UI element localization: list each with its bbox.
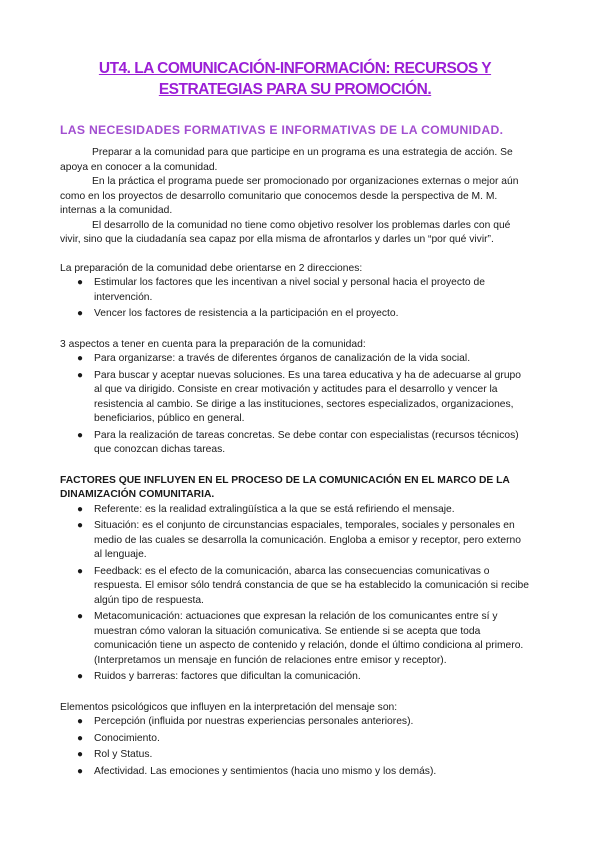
bullet-icon: ● — [77, 565, 84, 577]
list-item: ● Afectividad. Las emociones y sentimientos (hacia uno mismo y los demás). — [94, 765, 530, 780]
bullet-icon: ● — [77, 716, 84, 727]
list-item: ● Para la realización de tareas concretas. Se debe contar con especialistas (recursos técnicos) que conozcan dichas tareas. — [77, 429, 519, 455]
bullet-icon: ● — [77, 503, 84, 515]
list-item: ● Rol y Status. — [94, 748, 530, 763]
list-item: ● Conocimiento. — [94, 732, 530, 747]
list-item: ● Para organizarse: a través de diferentes órganos de canalización de la vida social. — [94, 352, 530, 367]
list-item: ● Referente: es la realidad extralingüística a la que se está refiriendo el mensaje. — [94, 503, 530, 518]
intro-paragraph-3: El desarrollo de la comunidad no tiene como objetivo resolver los problemas darles con qué vivir, sino que la ciudadanía sea capaz por ella misma de afrontarlos y darles un “por qué vivir”. — [60, 219, 511, 245]
list-item: ● Percepción (influida por nuestras experiencias personales anteriores). — [94, 715, 530, 730]
section-subtitle: LAS NECESIDADES FORMATIVAS E INFORMATIVAS DE LA COMUNIDAD. — [60, 123, 504, 137]
prep-list — [60, 276, 530, 322]
bullet-icon: ● — [77, 765, 84, 777]
list-item: ● Para buscar y aceptar nuevas soluciones. Es una tarea educativa y ha de adecuarse al grupo al que va dirigido. Consiste en crear motivación y actitudes para el desarrollo y vencer la resistencia al cambio. Se dirige a las instituciones, sectores especializados, organizaciones, beneficiarios, público en general. — [77, 369, 522, 424]
aspects-lead: 3 aspectos a tener en cuenta para la preparación de la comunidad: — [60, 338, 366, 350]
bullet-icon: ● — [77, 353, 84, 364]
list-item: ● Vencer los factores de resistencia a la participación en el proyecto. — [94, 307, 530, 322]
factors-list — [60, 503, 530, 685]
aspects-list — [60, 352, 530, 458]
list-item: ● Feedback: es el efecto de la comunicación, abarca las consecuencias comunicativas o respuesta. El emisor sólo tendrá constancia de que se ha establecido la comunicación si recibe algún tipo de respuesta. — [77, 565, 530, 606]
intro-paragraph-2: En la práctica el programa puede ser promocionado por organizaciones externas o mejor aún como en los proyectos de desarrollo comunitario que conocemos desde la perspectiva de M. M. internas a la comunidad. — [60, 176, 519, 216]
prep-lead: La preparación de la comunidad debe orientarse en 2 direcciones: — [60, 262, 363, 274]
bullet-icon: ● — [77, 369, 84, 381]
list-item: ● Metacomunicación: actuaciones que expresan la relación de los comunicantes entre sí y muestran cómo valoran la situación comunicativa. Se entiende si se acepta que toda comunicación tiene un aspecto de contenido y relación, donde el último condiciona al primero. (Interpretamos un mensaje en función de relaciones entre emisor y receptor). — [77, 611, 524, 666]
bullet-icon: ● — [77, 429, 84, 441]
list-item: ● Ruidos y barreras: factores que dificultan la comunicación. — [94, 670, 530, 685]
list-item: ● Situación: es el conjunto de circunstancias espaciales, temporales, sociales y personales en medio de las cuales se desarrolla la comunicación. Engloba a emisor y receptor, pero externo al lenguaje. — [77, 520, 521, 560]
bullet-icon: ● — [77, 611, 84, 622]
bullet-icon: ● — [77, 520, 84, 531]
bullet-icon: ● — [77, 749, 84, 760]
list-item: ● Estimular los factores que les incentivan a nivel social y personal hacia el proyecto de intervención. — [77, 277, 485, 303]
bullet-icon: ● — [77, 308, 84, 319]
intro-paragraph-1: Preparar a la comunidad para que participe en un programa es una estrategia de acción. Se apoya en conocer a la comunidad. — [60, 147, 513, 173]
bullet-icon: ● — [77, 732, 84, 744]
bullet-icon: ● — [77, 277, 84, 288]
psych-list — [60, 715, 530, 779]
document-title: UT4. LA COMUNICACIÓN-INFORMACIÓN: RECURSOS Y ESTRATEGIAS PARA SU PROMOCIÓN. — [98, 60, 492, 98]
bullet-icon: ● — [77, 671, 84, 682]
psych-lead: Elementos psicológicos que influyen en la interpretación del mensaje son: — [60, 701, 398, 713]
factors-heading: FACTORES QUE INFLUYEN EN EL PROCESO DE LA COMUNICACIÓN EN EL MARCO DE LA DINAMIZACIÓN COMUNITARIA. — [60, 474, 510, 500]
